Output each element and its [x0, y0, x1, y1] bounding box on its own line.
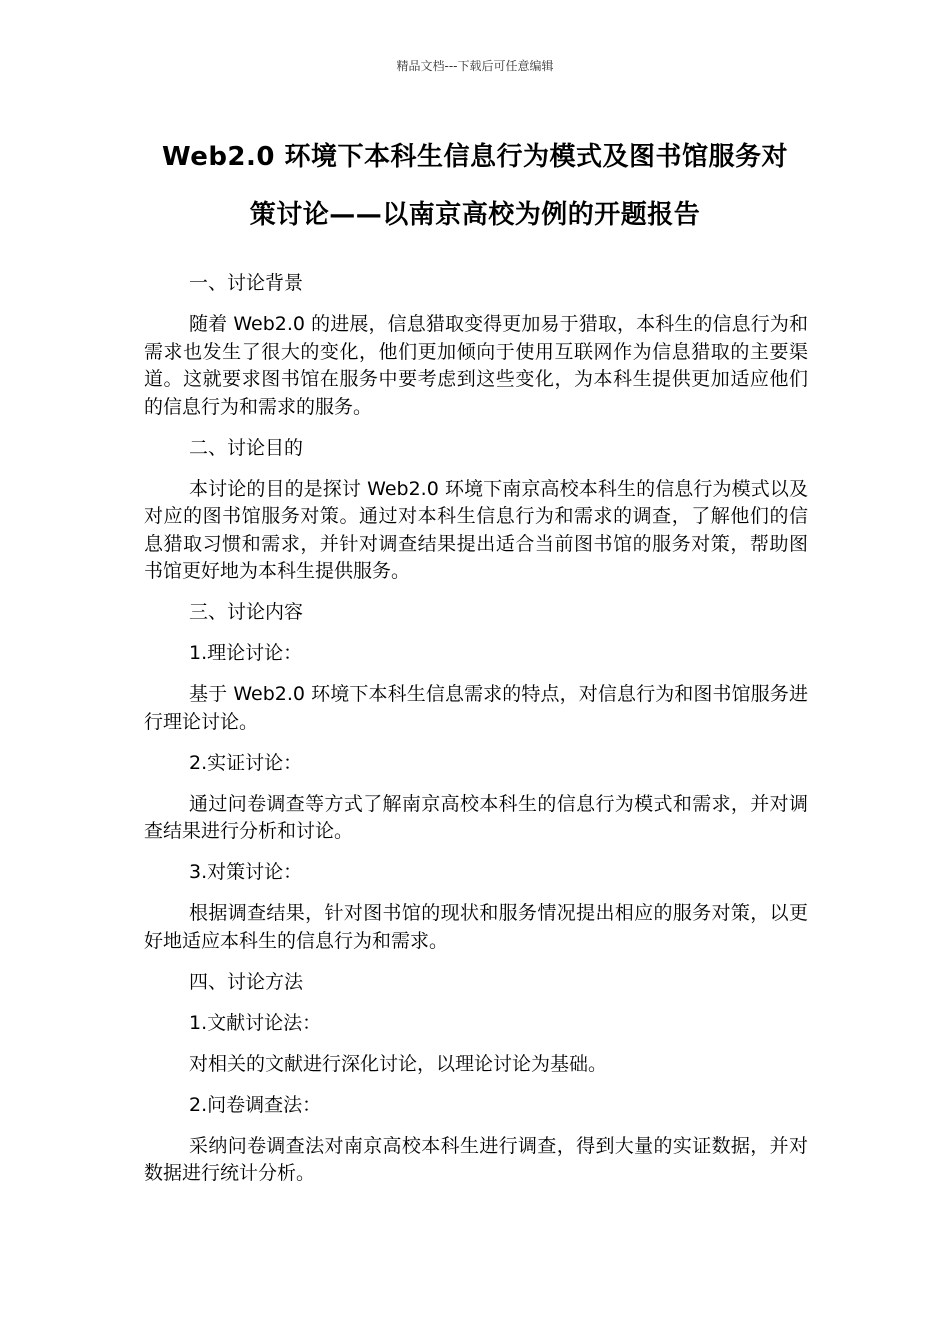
section-heading-methods: 四、讨论方法 — [189, 970, 304, 993]
purpose-paragraph: 本讨论的目的是探讨 Web2.0 环境下南京高校本科生的信息行为模式以及对应的图书馆服务对策。通过对本科生信息行为和需求的调查，了解他们的信息猎取习惯和需求，并针对调查结果提出适合当前图书馆的服务对策，帮助图书馆更好地为本科生提供服务。 — [144, 477, 808, 582]
subheading-countermeasure: 3.对策讨论： — [189, 861, 303, 883]
countermeasure-paragraph: 根据调查结果，针对图书馆的现状和服务情况提出相应的服务对策，以更好地适应本科生的信息行为和需求。 — [144, 902, 808, 952]
page-header: 精品文档---下载后可任意编辑 — [396, 59, 554, 73]
empirical-paragraph: 通过问卷调查等方式了解南京高校本科生的信息行为模式和需求，并对调查结果进行分析和讨论。 — [144, 792, 808, 842]
literature-paragraph: 对相关的文献进行深化讨论，以理论讨论为基础。 — [189, 1052, 608, 1075]
section-heading-purpose: 二、讨论目的 — [189, 436, 304, 459]
background-paragraph: 随着 Web2.0 的进展，信息猎取变得更加易于猎取，本科生的信息行为和需求也发生了很大的变化，他们更加倾向于使用互联网作为信息猎取的主要渠道。这就要求图书馆在服务中要考虑到这些变化，为本科生提供更加适应他们的信息行为和需求的服务。 — [144, 313, 808, 418]
theory-paragraph: 基于 Web2.0 环境下本科生信息需求的特点，对信息行为和图书馆服务进行理论讨论。 — [144, 683, 808, 733]
document-title — [140, 128, 810, 244]
title-line-2: 策讨论——以南京高校为例的开题报告 — [249, 200, 701, 230]
title-line-1: Web2.0 环境下本科生信息行为模式及图书馆服务对 — [161, 142, 789, 172]
subheading-empirical: 2.实证讨论： — [189, 751, 303, 774]
document-body — [144, 270, 808, 1201]
questionnaire-paragraph: 采纳问卷调查法对南京高校本科生进行调查，得到大量的实证数据，并对数据进行统计分析。 — [144, 1134, 808, 1184]
subheading-literature: 1.文献讨论法： — [189, 1011, 322, 1034]
subheading-theory: 1.理论讨论： — [189, 642, 303, 664]
section-heading-content: 三、讨论内容 — [189, 601, 304, 623]
subheading-questionnaire: 2.问卷调查法： — [189, 1093, 322, 1116]
section-heading-background: 一、讨论背景 — [189, 272, 304, 294]
